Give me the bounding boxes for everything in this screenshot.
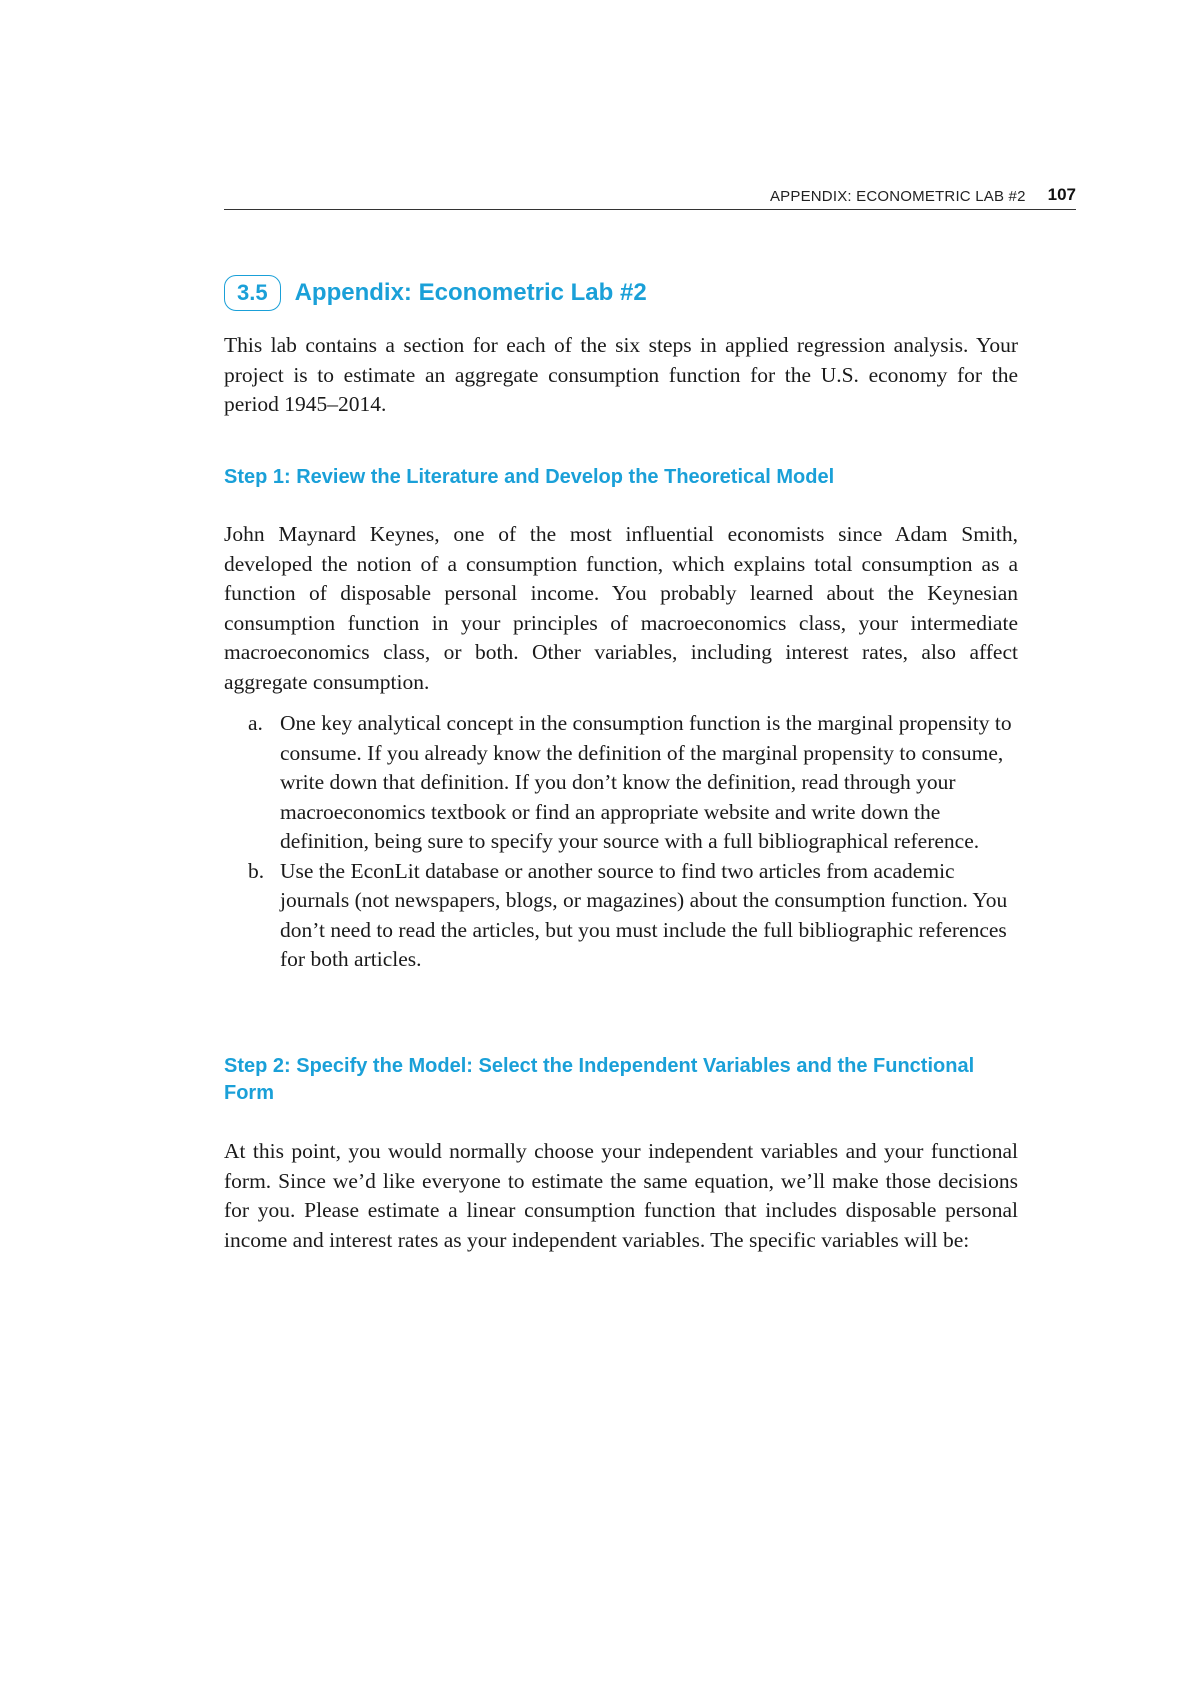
list-item-marker: b. [248, 858, 265, 883]
section-heading [224, 275, 647, 311]
list-item [248, 857, 1018, 975]
step1-paragraph: John Maynard Keynes, one of the most influential economists since Adam Smith, developed the notion of a consumption function, which explains total consumption as a function of disposable personal income. You probably learned about the Keynesian consumption function in your principles of macroeconomics class, your intermediate macroeconomics class, or both. Other variables, including interest rates, also affect aggregate consumption. [224, 522, 1018, 694]
list-item-text: Use the EconLit database or another source to find two articles from academic journals (not newspapers, blogs, or magazines) about the consumption function. You don’t need to read the articles, but you must include the full bibliographic references for both articles. [280, 858, 1008, 971]
running-head [224, 184, 1076, 210]
list-item [248, 709, 1018, 857]
intro-block [224, 331, 1018, 420]
step1-list [248, 709, 1018, 975]
step2-paragraph: At this point, you would normally choose your independent variables and your functional form. Since we’d like everyone to estimate the same equation, we’ll make those decisions for you. Please estimate a linear consumption function that includes disposable personal income and interest rates as your independent variables. The specific variables will be: [224, 1139, 1018, 1252]
list-item-text: One key analytical concept in the consumption function is the marginal propensity to consume. If you already know the definition of the marginal propensity to consume, write down that definition. If you don’t know the definition, read through your macroeconomics textbook or find an appropriate website and write down the definition, being sure to specify your source with a full bibliographical reference. [280, 711, 1012, 853]
step2-heading-block [224, 1053, 1018, 1107]
step2-heading: Step 2: Specify the Model: Select the Independent Variables and the Functional Form [224, 1055, 975, 1104]
running-head-title: APPENDIX: ECONOMETRIC LAB #2 [769, 188, 1026, 205]
step1-list-block [248, 709, 1018, 975]
section-title: Appendix: Econometric Lab #2 [294, 279, 647, 306]
step1-heading: Step 1: Review the Literature and Develop the Theoretical Model [224, 466, 835, 488]
step1-paragraph-block [224, 520, 1018, 697]
intro-paragraph: This lab contains a section for each of the six steps in applied regression analysis. Your project is to estimate an aggregate consumption function for the U.S. economy for the period 1945–2014. [224, 333, 1018, 416]
step2-paragraph-block [224, 1137, 1018, 1255]
step1-heading-block [224, 464, 1018, 491]
section-number-badge: 3.5 [224, 275, 281, 311]
page-number: 107 [1047, 185, 1076, 204]
list-item-marker: a. [248, 711, 263, 735]
